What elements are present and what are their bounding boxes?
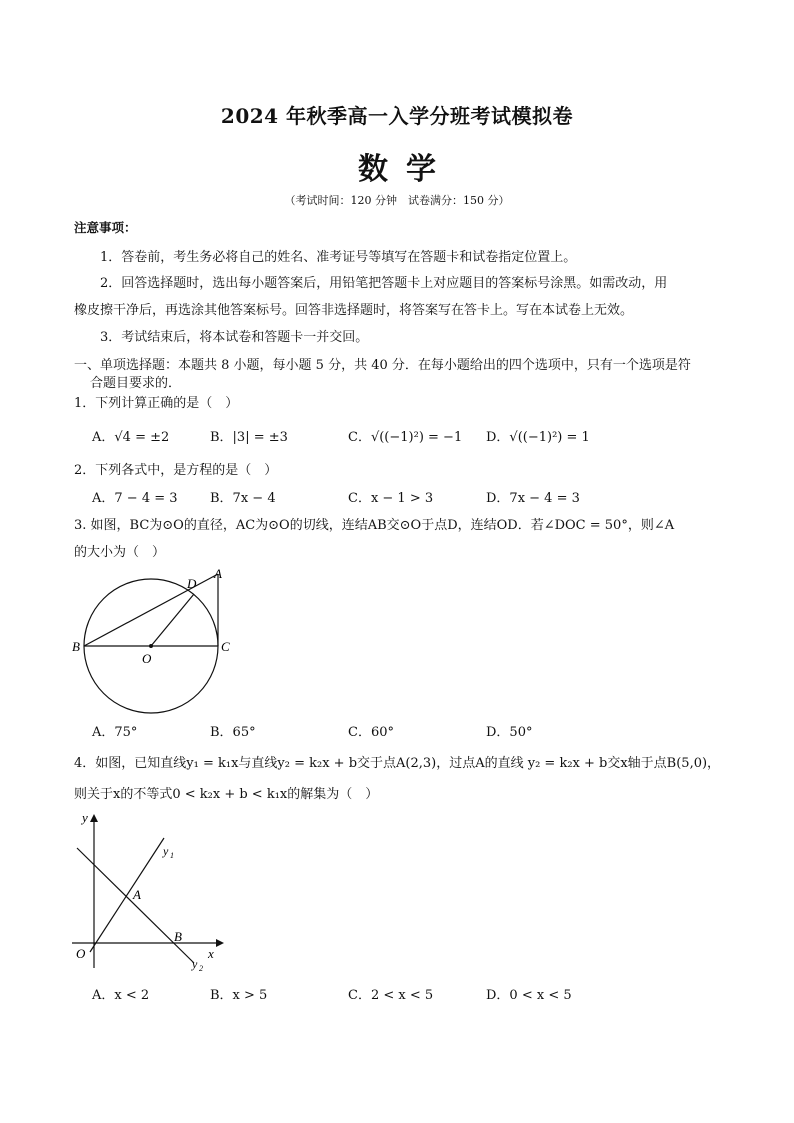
- subject-title: 数学: [358, 152, 454, 187]
- label-b: B: [72, 639, 80, 654]
- notice-item-3: 3．考试结束后，将本试卷和答题卡一并交回。: [100, 330, 369, 345]
- exam-info: （考试时间：120 分钟 试卷满分：150 分）: [284, 194, 510, 207]
- label-y2: y: [192, 957, 198, 971]
- question-1-option-d: D．√((−1)²) = 1: [486, 430, 590, 445]
- question-3-option-a: A．75°: [92, 725, 138, 740]
- question-3-option-c: C．60°: [348, 725, 394, 740]
- label-origin: O: [76, 946, 86, 961]
- notice-item-1: 1．答卷前，考生务必将自己的姓名、准考证号等填写在答题卡和试卷指定位置上。: [100, 250, 577, 265]
- notice-heading: 注意事项：: [74, 220, 137, 235]
- segment-od: [151, 594, 194, 646]
- question-1-option-a: A．√4 = ±2: [92, 430, 170, 445]
- question-1-option-c: C．√((−1)²) = −1: [348, 430, 463, 445]
- section-heading-cont: 合题目要求的．: [90, 376, 182, 391]
- line-y1: [90, 838, 164, 952]
- question-3-option-d: D．50°: [486, 725, 533, 740]
- question-2-option-c: C．x − 1 > 3: [348, 491, 434, 506]
- label-y1-subscript: 1: [170, 851, 174, 860]
- y-axis-arrow: [90, 814, 98, 822]
- label-c: C: [221, 639, 230, 654]
- label-d: D: [187, 576, 197, 591]
- question-3-option-b: B．65°: [210, 725, 256, 740]
- question-1-stem: 1．下列计算正确的是（ ）: [74, 396, 239, 411]
- center-point-o: [149, 644, 153, 648]
- label-y1: y: [163, 844, 169, 858]
- label-y2-subscript: 2: [199, 964, 203, 973]
- question-4-option-d: D．0 < x < 5: [486, 988, 572, 1003]
- question-4-stem-cont: 则关于x的不等式0 < k₂x + b < k₁x的解集为（ ）: [74, 787, 379, 802]
- question-4-option-a: A．x < 2: [92, 988, 150, 1003]
- label-x-axis: x: [208, 946, 214, 961]
- question-1-option-b: B．|3| = ±3: [210, 430, 288, 445]
- question-2-option-b: B．7x − 4: [210, 491, 276, 506]
- notice-item-2-cont: 橡皮擦干净后，再选涂其他答案标号。回答非选择题时，将答案写在答卡上。写在本试卷上无效。: [74, 303, 634, 318]
- segment-ab: [84, 574, 218, 646]
- question-4-option-b: B．x > 5: [210, 988, 268, 1003]
- exam-title: 2024 年秋季高一入学分班考试模拟卷: [220, 104, 574, 128]
- label-y-axis: y: [82, 810, 88, 825]
- label-o: O: [142, 651, 152, 666]
- section-heading: 一、单项选择题：本题共 8 小题，每小题 5 分，共 40 分．在每小题给出的四个选项中，只有一个选项是符: [74, 358, 691, 373]
- circle-tangent-figure: [62, 560, 242, 720]
- label-a: A: [214, 566, 222, 581]
- question-4-option-c: C．2 < x < 5: [348, 988, 434, 1003]
- label-point-a: A: [133, 887, 141, 902]
- x-axis-arrow: [216, 939, 224, 947]
- notice-item-2: 2．回答选择题时，选出每小题答案后，用铅笔把答题卡上对应题目的答案标号涂黑。如需改动，用: [100, 276, 668, 291]
- label-point-b: B: [174, 929, 182, 944]
- question-3-stem-cont: 的大小为（ ）: [74, 545, 166, 560]
- question-2-stem: 2．下列各式中，是方程的是（ ）: [74, 463, 278, 478]
- question-4-stem: 4．如图，已知直线y₁ = k₁x与直线y₂ = k₂x + b交于点A(2,3)，过点A的直线 y₂ = k₂x + b交x轴于点B(5,0)，: [74, 756, 721, 771]
- linear-functions-figure: [64, 808, 234, 978]
- question-2-option-a: A．7 − 4 = 3: [92, 491, 178, 506]
- question-2-option-d: D．7x − 4 = 3: [486, 491, 580, 506]
- question-3-stem: 3. 如图，BC为⊙O的直径，AC为⊙O的切线，连结AB交⊙O于点D，连结OD．若∠DOC = 50°，则∠A: [74, 518, 675, 533]
